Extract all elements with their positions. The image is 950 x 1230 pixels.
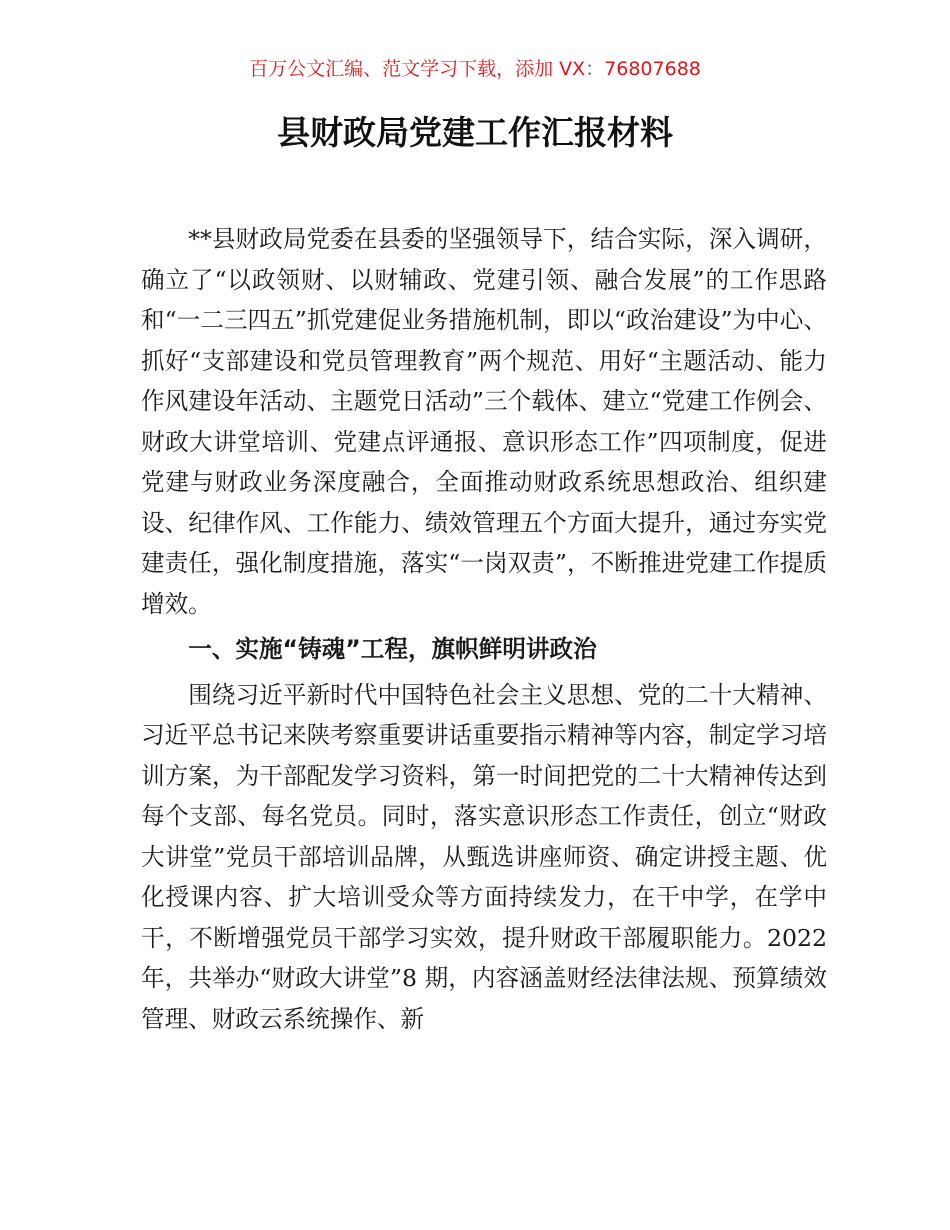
section-heading-1: 一、实施“铸魂”工程，旗帜鲜明讲政治 <box>188 635 597 663</box>
intro-paragraph: **县财政局党委在县委的坚强领导下，结合实际，深入调研，确立了“以政领财、以财辅政、党建引领、融合发展”的工作思路和“一二三四五”抓党建促业务措施机制，即以“政治建设”为中心、抓好“支部建设和党员管理教育”两个规范、用好“主题活动、能力作风建设年活动、主题党日活动”三个载体、建立“党建工作例会、财政大讲堂培训、党建点评通报、意识形态工作”四项制度，促进党建与财政业务深度融合，全面推动财政系统思想政治、组织建设、纪律作风、工作能力、绩效管理五个方面大提升，通过夯实党建责任，强化制度措施，落实“一岗双责”，不断推进党建工作提质增效。 <box>141 225 827 618</box>
document-title: 县财政局党建工作汇报材料 <box>277 113 673 152</box>
document-body <box>141 219 827 1039</box>
watermark-banner: 百万公文汇编、范文学习下载，添加 VX：76807688 <box>249 58 701 80</box>
section-1-paragraph: 围绕习近平新时代中国特色社会主义思想、党的二十大精神、习近平总书记来陕考察重要讲话重要指示精神等内容，制定学习培训方案，为干部配发学习资料，第一时间把党的二十大精神传达到每个支部、每名党员。同时，落实意识形态工作责任，创立“财政大讲堂”党员干部培训品牌，从甄选讲座师资、确定讲授主题、优化授课内容、扩大培训受众等方面持续发力，在干中学，在学中干，不断增强党员干部学习实效，提升财政干部履职能力。2022 年，共举办“财政大讲堂”8 期，内容涵盖财经法律法规、预算绩效管理、财政云系统操作、新 <box>141 680 827 1033</box>
